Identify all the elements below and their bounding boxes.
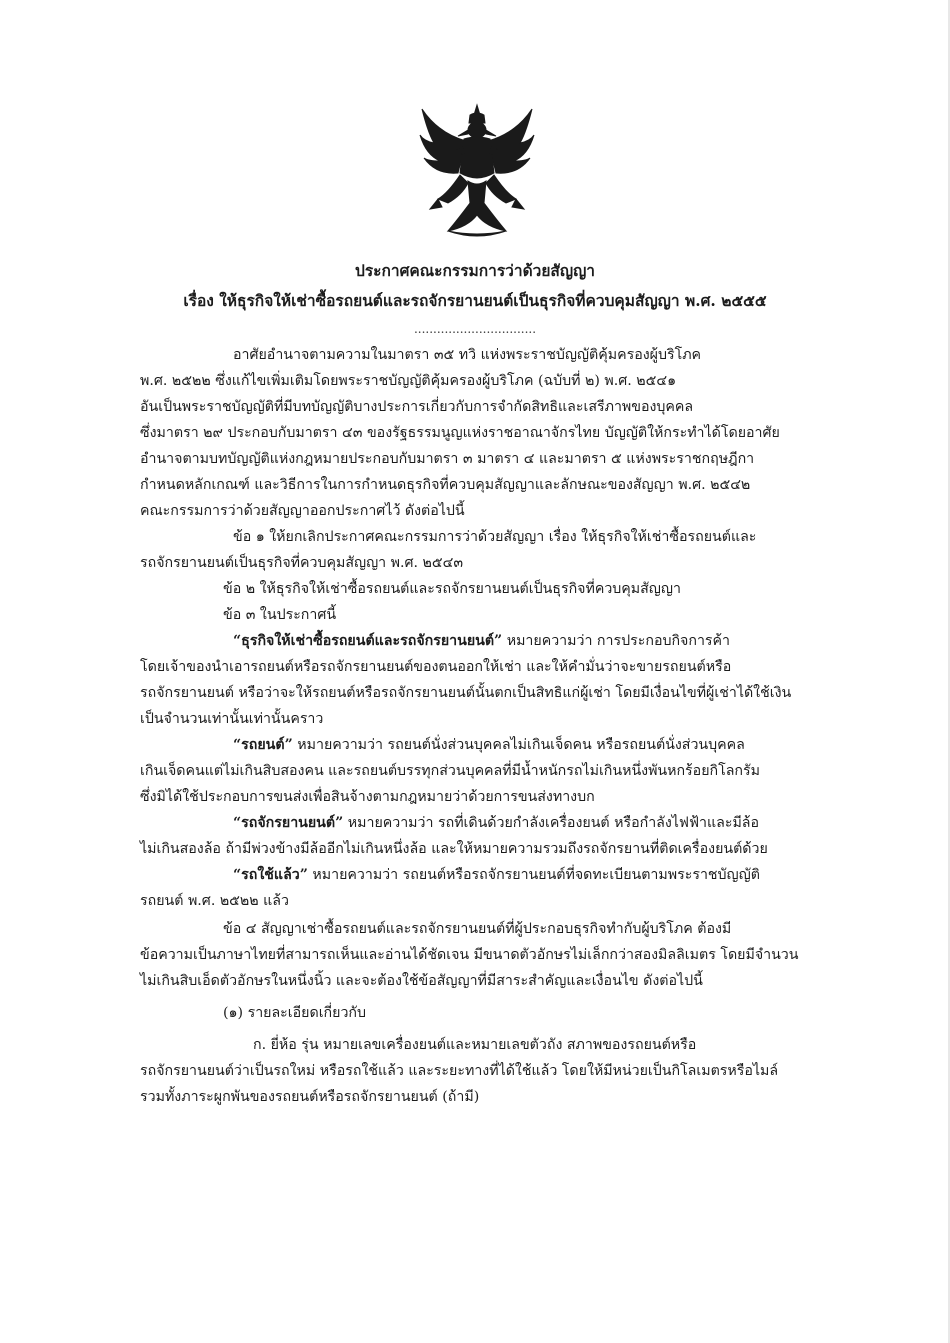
- clause-3: ข้อ ๓ ในประกาศนี้: [223, 607, 337, 623]
- definition-term: “รถยนต์”: [233, 737, 293, 753]
- item-1a-line: ก. ยี่ห้อ รุ่น หมายเลขเครื่องยนต์และหมายเลขตัวถัง สภาพของรถยนต์หรือ: [253, 1037, 697, 1053]
- clause-4-line: ข้อ ๔ สัญญาเช่าซื้อรถยนต์และรถจักรยานยนต์ที่ผู้ประกอบธุรกิจทำกับผู้บริโภค ต้องมี: [223, 921, 732, 937]
- definition-car: [233, 735, 745, 755]
- definition-text: หมายความว่า การประกอบกิจการค้า: [502, 633, 731, 649]
- document-subtitle: เรื่อง ให้ธุรกิจให้เช่าซื้อรถยนต์และรถจักรยานยนต์เป็นธุรกิจที่ควบคุมสัญญา พ.ศ. ๒๕๕๕: [183, 291, 767, 310]
- clause-1-line: ข้อ ๑ ให้ยกเลิกประกาศคณะกรรมการว่าด้วยสัญญา เรื่อง ให้ธุรกิจให้เช่าซื้อรถยนต์และ: [233, 529, 757, 545]
- definition-line: ซึ่งมิได้ใช้ประกอบการขนส่งเพื่อสินจ้างตามกฎหมายว่าด้วยการขนส่งทางบก: [140, 789, 595, 805]
- preamble-line: คณะกรรมการว่าด้วยสัญญาออกประกาศไว้ ดังต่อไปนี้: [140, 503, 465, 519]
- definition-text: หมายความว่า รถยนต์หรือรถจักรยานยนต์ที่จดทะเบียนตามพระราชบัญญัติ: [307, 867, 760, 883]
- garuda-emblem-icon: [418, 103, 536, 243]
- definition-line: เป็นจำนวนเท่านั้นเท่านั้นคราว: [140, 711, 324, 727]
- definition-motorcycle: [233, 813, 759, 833]
- definition-text: หมายความว่า รถยนต์นั่งส่วนบุคคลไม่เกินเจ็ดคน หรือรถยนต์นั่งส่วนบุคคล: [292, 737, 745, 753]
- document-title: ประกาศคณะกรรมการว่าด้วยสัญญา: [355, 261, 595, 280]
- definition-term: “รถใช้แล้ว”: [233, 867, 308, 883]
- preamble-line: พ.ศ. ๒๕๒๒ ซึ่งแก้ไขเพิ่มเติมโดยพระราชบัญญัติคุ้มครองผู้บริโภค (ฉบับที่ ๒) พ.ศ. ๒๕๔๑: [140, 373, 677, 389]
- definition-term: “ธุรกิจให้เช่าซื้อรถยนต์และรถจักรยานยนต์”: [233, 633, 503, 649]
- title-separator: ................................: [413, 322, 537, 336]
- preamble-line: อันเป็นพระราชบัญญัติที่มีบทบัญญัติบางประการเกี่ยวกับการจำกัดสิทธิและเสรีภาพของบุคคล: [140, 399, 694, 415]
- clause-4-line: ข้อความเป็นภาษาไทยที่สามารถเห็นและอ่านได้ชัดเจน มีขนาดตัวอักษรไม่เล็กกว่าสองมิลลิเมตร โดยมีจำนวน: [140, 947, 799, 963]
- definition-term: “รถจักรยานยนต์”: [233, 815, 344, 831]
- item-1a-line: รวมทั้งภาระผูกพันของรถยนต์หรือรถจักรยานยนต์ (ถ้ามี): [140, 1089, 480, 1105]
- definition-line: ไม่เกินสองล้อ ถ้ามีพ่วงข้างมีล้ออีกไม่เกินหนึ่งล้อ และให้หมายความรวมถึงรถจักรยานที่ติดเครื่องยนต์ด้วย: [140, 841, 768, 857]
- preamble-line: กำหนดหลักเกณฑ์ และวิธีการในการกำหนดธุรกิจที่ควบคุมสัญญาและลักษณะของสัญญา พ.ศ. ๒๕๔๒: [140, 477, 751, 493]
- definition-hire-purchase: [233, 631, 730, 651]
- item-1a-line: รถจักรยานยนต์ว่าเป็นรถใหม่ หรือรถใช้แล้ว และระยะทางที่ได้ใช้แล้ว โดยให้มีหน่วยเป็นกิโลเมตรหรือไมล์: [140, 1063, 779, 1079]
- clause-1-line: รถจักรยานยนต์เป็นธุรกิจที่ควบคุมสัญญา พ.ศ. ๒๕๔๓: [140, 555, 464, 571]
- clause-4-line: ไม่เกินสิบเอ็ดตัวอักษรในหนึ่งนิ้ว และจะต้องใช้ข้อสัญญาที่มีสาระสำคัญและเงื่อนไข ดังต่อไปนี้: [140, 973, 703, 989]
- definition-line: รถจักรยานยนต์ หรือว่าจะให้รถยนต์หรือรถจักรยานยนต์นั้นตกเป็นสิทธิแก่ผู้เช่า โดยมีเงื่อนไขที่ผู้เช่าได้ใช้เงิน: [140, 685, 792, 701]
- definition-used: [233, 865, 760, 885]
- definition-text: หมายความว่า รถที่เดินด้วยกำลังเครื่องยนต์ หรือกำลังไฟฟ้าและมีล้อ: [343, 815, 760, 831]
- definition-line: โดยเจ้าของนำเอารถยนต์หรือรถจักรยานยนต์ของตนออกให้เช่า และให้คำมั่นว่าจะขายรถยนต์หรือ: [140, 659, 732, 675]
- item-1: (๑) รายละเอียดเกี่ยวกับ: [223, 1005, 367, 1021]
- definition-line: รถยนต์ พ.ศ. ๒๕๒๒ แล้ว: [140, 893, 289, 909]
- preamble-line: อำนาจตามบทบัญญัติแห่งกฎหมายประกอบกับมาตรา ๓ มาตรา ๔ และมาตรา ๕ แห่งพระราชกฤษฎีกา: [140, 451, 755, 467]
- preamble-line: อาศัยอำนาจตามความในมาตรา ๓๕ ทวิ แห่งพระราชบัญญัติคุ้มครองผู้บริโภค: [233, 347, 702, 363]
- preamble-line: ซึ่งมาตรา ๒๙ ประกอบกับมาตรา ๔๓ ของรัฐธรรมนูญแห่งราชอาณาจักรไทย บัญญัติให้กระทำได้โดยอาศัย: [140, 425, 780, 441]
- clause-2: ข้อ ๒ ให้ธุรกิจให้เช่าซื้อรถยนต์และรถจักรยานยนต์เป็นธุรกิจที่ควบคุมสัญญา: [223, 581, 681, 597]
- definition-line: เกินเจ็ดคนแต่ไม่เกินสิบสองคน และรถยนต์บรรทุกส่วนบุคคลที่มีน้ำหนักรถไม่เกินหนึ่งพันหกร้อยกิโลกรัม: [140, 763, 760, 779]
